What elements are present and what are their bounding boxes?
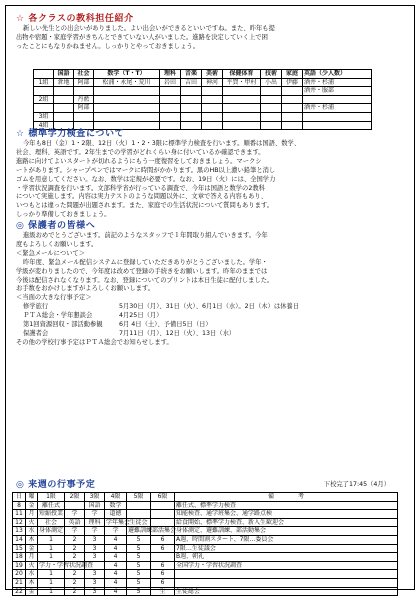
date-cell: 15 — [13, 544, 26, 553]
schedule-row — [13, 510, 398, 519]
teacher-header-cell: 保健体育 — [223, 70, 261, 79]
weekday-cell: 金 — [26, 501, 38, 510]
event-name: 第1回資源回収・部活動参観 — [23, 321, 103, 329]
teacher-cell — [74, 87, 94, 96]
teacher-cell — [160, 87, 181, 96]
schedule-header-cell: 曜 — [26, 493, 38, 502]
teacher-cell — [223, 87, 261, 96]
teacher-row — [34, 78, 372, 87]
schedule-header-cell: 3限 — [85, 493, 105, 502]
remarks-cell: A週、時間割スタート、7限…委員会 — [175, 535, 398, 544]
remarks-cell — [175, 570, 398, 579]
teacher-cell: 酒井・杉浦 — [303, 78, 372, 87]
period-cell: 部活集会 — [152, 527, 177, 535]
teacher-header-cell: 家庭 — [282, 70, 303, 79]
teacher-cell: 小出 — [261, 78, 282, 87]
period-cell: 4 — [105, 561, 127, 570]
period-cell: 4 — [105, 535, 127, 544]
period-cell: 2 — [65, 570, 85, 579]
period-cell: 数学 — [105, 501, 127, 510]
period-cell: 1 — [38, 578, 65, 587]
period-cell: 1 — [38, 553, 65, 562]
paragraph-line: しっかり準備しておきましょう。 — [16, 211, 111, 219]
date-cell: 8 — [13, 501, 26, 510]
period-cell: 社会 — [38, 518, 65, 527]
period-cell: 5 — [127, 544, 151, 553]
paragraph-line: 学級が変わりましたので、今年度は改めて登録の手続きをお願いします。昨年のままでは — [16, 267, 268, 275]
period-cell: 学 — [85, 527, 105, 536]
schedule-row — [13, 535, 398, 544]
teacher-cell — [261, 112, 282, 121]
period-cell: 3 — [85, 587, 105, 596]
paragraph-line: 進級おめでとうございます。前記のようなスタッフで１年間取り組んでいきます。今年 — [23, 232, 268, 239]
schedule-header-cell: 2限 — [65, 493, 85, 502]
schedule-header-cell: 4限 — [105, 493, 127, 502]
remarks-cell — [175, 578, 398, 587]
teacher-cell — [181, 95, 202, 104]
teacher-cell: 倉地 — [54, 78, 74, 87]
period-cell: 国語 — [85, 501, 105, 510]
paragraph-line: 新しい先生との出会いがありました。よい出会いができるといいですね。また、昨年も提 — [23, 25, 275, 32]
period-cell: 1 — [38, 570, 65, 579]
weekday-cell: 金 — [26, 544, 38, 553]
section-test — [16, 128, 408, 220]
remarks-cell: 離任式、標準学力検査 — [175, 501, 398, 510]
period-cell: 5 — [127, 535, 151, 544]
class-label: 3組 — [34, 112, 54, 121]
period-cell — [65, 501, 85, 510]
paragraph-line: 進路に向けてよいスタートが切れるようにもう一度復習をしておきましょう。マークシ — [16, 157, 262, 165]
period-cell: 1 — [38, 544, 65, 553]
date-cell: 12 — [13, 518, 26, 527]
schedule-row — [13, 544, 398, 553]
teacher-header-cell: 技術 — [261, 70, 282, 79]
teacher-cell — [282, 104, 303, 113]
teacher-cell — [202, 104, 223, 113]
teacher-cell — [282, 95, 303, 104]
period-cell: 3 — [85, 570, 105, 579]
teacher-cell — [202, 95, 223, 104]
teacher-cell — [223, 95, 261, 104]
teacher-cell — [160, 95, 181, 104]
weekday-cell: 火 — [26, 561, 38, 570]
paragraph-line: ートがあります。シャープペンではマークに時間がかかります。黒のHB以上濃い鉛筆と消し — [16, 166, 276, 174]
period-cell: 学 — [105, 527, 127, 536]
teacher-header-cell: 国語 — [54, 70, 74, 79]
weekday-cell: 水 — [26, 527, 38, 536]
teacher-cell: 阿部 — [74, 104, 94, 113]
schedule-row — [13, 570, 398, 579]
weekday-cell: 月 — [26, 510, 38, 519]
section-title-teachers: ☆ 各クラスの教科担任紹介 — [16, 14, 134, 24]
remarks-cell: 7限…生徒議会 — [175, 544, 398, 553]
teacher-cell — [261, 87, 282, 96]
section-title-test: ☆ 標準学力検査について — [16, 129, 125, 139]
period-cell: 短縮授業 — [39, 510, 64, 518]
paragraph-line: ・学習状況調査を行います。文部科学省が行っている調査で、今年は国語と数学の2教科 — [16, 184, 265, 192]
period-cell — [151, 501, 175, 510]
period-cell: 6 — [151, 544, 175, 553]
teacher-cell — [261, 104, 282, 113]
date-cell: 20 — [13, 570, 26, 579]
schedule-header-cell: 備 考 — [175, 493, 398, 502]
period-cell: 5 — [127, 587, 151, 596]
paragraph-line: 今後は配信されなくなります。なお、登録についてのプリントは本日生徒に配付しました。 — [16, 276, 274, 284]
period-cell: 学 — [85, 510, 105, 519]
period-cell — [151, 553, 175, 562]
schedule-header-cell: 1限 — [38, 493, 65, 502]
events-list — [16, 303, 408, 339]
teacher-cell: 伊藤 — [282, 78, 303, 87]
period-cell: 5 — [127, 561, 151, 570]
period-cell: 3 — [85, 535, 105, 544]
section-title-parents: ◎ 保護者の皆様へ — [16, 221, 96, 231]
period-cell: 2 — [65, 587, 85, 596]
teacher-cell — [94, 95, 160, 104]
teacher-cell: 吉田 — [181, 78, 202, 87]
event-row — [23, 303, 408, 312]
date-cell: 11 — [13, 510, 26, 519]
teacher-cell — [160, 104, 181, 113]
event-date: 7月11日（月）、12日（火）、13日（水） — [119, 329, 236, 337]
period-cell: 生徒会 — [127, 518, 151, 527]
teacher-header-cell: 社会 — [74, 70, 94, 79]
teacher-table — [33, 69, 372, 130]
paragraph-line: 今年も8日（金）1・2限、12日（火）1・2・3限に標準学力検査を行います。順番は国語、数学、 — [23, 140, 301, 147]
event-date: 5月30日（月）、31日（火）、6月1日（水）。2日（木）は休養日 — [119, 303, 300, 311]
date-cell: 14 — [13, 535, 26, 544]
period-cell — [127, 510, 151, 519]
schedule-header-row — [13, 493, 398, 502]
period-cell: 2 — [65, 553, 85, 562]
period-cell — [151, 518, 175, 527]
teacher-cell — [223, 112, 261, 121]
teacher-cell — [54, 104, 74, 113]
teacher-cell — [94, 104, 160, 113]
period-cell: 学 — [65, 510, 85, 519]
dismissal-note: 下校完了17:45（4月） — [323, 481, 390, 488]
schedule-row — [13, 527, 398, 536]
date-cell: 21 — [13, 578, 26, 587]
teacher-cell — [181, 112, 202, 121]
events-heading: ＜当面の大きな行事予定＞ — [16, 294, 92, 302]
period-cell: 学年集会 — [106, 518, 131, 526]
weekday-cell: 水 — [26, 570, 38, 579]
teacher-cell — [282, 87, 303, 96]
period-cell: 4 — [105, 587, 127, 596]
teacher-cell — [181, 104, 202, 113]
teacher-cell — [160, 112, 181, 121]
event-date: 6月 4日（土）、予備日5日（日） — [119, 321, 212, 329]
paragraph-line: 社会、理科、英語です。2年生までの学習がどれくらい身に付いているか確認できます。 — [16, 148, 265, 156]
schedule-row — [13, 561, 398, 570]
paragraph-line: 出物や宿題・家庭学習がきちんとできていない人がいました。進路を決定していく上で困 — [16, 33, 268, 41]
teacher-cell: 丹藍 — [74, 95, 94, 104]
section-parents — [16, 220, 408, 348]
class-label: 1組 — [34, 78, 54, 87]
teacher-cell — [303, 112, 372, 121]
period-cell: 避難訓練 — [128, 527, 153, 535]
period-cell: 6 — [151, 570, 175, 579]
period-cell: 2 — [65, 578, 85, 587]
event-row — [23, 312, 408, 321]
date-cell: 22 — [13, 587, 26, 596]
period-cell: 5 — [127, 578, 151, 587]
teacher-cell — [202, 87, 223, 96]
teacher-cell: 松浦・永尾・荒川 — [94, 78, 160, 87]
remarks-cell: 給食開始、標準学力検査、新入生歓迎会 — [175, 518, 398, 527]
section-schedule — [12, 479, 400, 596]
period-cell: 離任式 — [38, 501, 65, 510]
period-cell: 4 — [105, 578, 127, 587]
teacher-header-cell: 英語（少人数） — [303, 70, 372, 79]
period-cell: 1 — [38, 587, 65, 596]
period-cell: 3 — [85, 578, 105, 587]
section-teachers — [16, 13, 408, 52]
teacher-cell — [223, 104, 261, 113]
period-cell: 英語 — [65, 518, 85, 527]
period-cell: 4 — [105, 553, 127, 562]
teacher-header-row — [34, 70, 372, 79]
schedule-header-cell: 6限 — [151, 493, 175, 502]
schedule-header-cell: 5限 — [127, 493, 151, 502]
teacher-cell: 阿部 — [74, 78, 94, 87]
events-tail: その他の学校行事予定はＰＴＡ総会でお知らせします。 — [16, 338, 173, 346]
date-cell: 18 — [13, 553, 26, 562]
teacher-cell: 岩田 — [160, 78, 181, 87]
remarks-cell: B週、朝礼 — [175, 553, 398, 562]
paragraph-line: 度もよろしくお願いします。 — [16, 240, 98, 248]
teacher-cell — [94, 87, 160, 96]
period-cell: 4 — [105, 544, 127, 553]
period-cell: 6 — [151, 561, 175, 570]
teacher-row — [34, 104, 372, 113]
event-name: 保護者会 — [23, 329, 49, 337]
date-cell: 13 — [13, 527, 26, 536]
class-label — [34, 104, 54, 113]
teacher-header-cell: 音楽 — [181, 70, 202, 79]
schedule-row — [13, 553, 398, 562]
event-name: ＰＴＡ総会・学年懇談会 — [23, 312, 93, 320]
teacher-header-cell — [34, 70, 54, 79]
paragraph-line: ゴムを用意してください。なお、数学は定規が必要です。なお、19日（火）には、全国学力 — [16, 175, 276, 183]
teacher-cell — [54, 112, 74, 121]
paragraph-line: お手数をおかけしますがよろしくお願いします。 — [16, 285, 155, 293]
period-cell: 身体測定 — [39, 527, 64, 535]
event-date: 4月25日（月） — [119, 312, 163, 320]
period-cell: 5 — [127, 553, 151, 562]
teacher-header-cell: 数学（T・T） — [94, 70, 160, 79]
schedule-table — [12, 492, 398, 596]
schedule-row — [13, 518, 398, 527]
teacher-row — [34, 112, 372, 121]
remarks-cell: 知能検査、通学班集会、通学路点検 — [175, 510, 398, 519]
remarks-cell: 全国学力・学習状況調査 — [175, 561, 398, 570]
teacher-cell — [303, 95, 372, 104]
period-cell — [127, 501, 151, 510]
period-cell: 3 — [85, 544, 105, 553]
teacher-header-cell: 美術 — [202, 70, 223, 79]
period-cell: 5 — [127, 570, 151, 579]
paragraph-line: について実施します。内容は実力テストのような問題以外に、文章で答える内容もあり、 — [16, 193, 267, 201]
period-cell: 3 — [85, 553, 105, 562]
period-cell: 学力・学習状況調査 — [39, 561, 94, 569]
schedule-row — [13, 578, 398, 587]
period-cell: 6 — [151, 535, 175, 544]
period-cell: 生 — [151, 587, 175, 596]
class-label: 2組 — [34, 95, 54, 104]
period-cell: 6 — [151, 578, 175, 587]
remarks-cell: 生徒総会 — [175, 587, 398, 596]
teacher-cell: 酒井・杉浦 — [303, 104, 372, 113]
teacher-cell: 酒井・服部 — [303, 87, 372, 96]
teacher-cell: 神河 — [202, 78, 223, 87]
teacher-cell — [54, 95, 74, 104]
paragraph-line: 昨年度、緊急メール配信システムに登録していただきありがとうございました。学年・ — [23, 258, 268, 266]
teacher-cell — [261, 95, 282, 104]
teacher-row — [34, 87, 372, 96]
teacher-cell — [54, 87, 74, 96]
event-row — [23, 321, 408, 330]
period-cell: 理科 — [85, 518, 105, 527]
period-cell: 学 — [65, 527, 85, 536]
class-label: 4組 — [34, 121, 54, 130]
schedule-row — [13, 587, 398, 596]
period-cell: 道徳 — [105, 510, 127, 519]
teacher-header-cell: 理科 — [160, 70, 181, 79]
weekday-cell: 木 — [26, 535, 38, 544]
weekday-cell: 月 — [26, 553, 38, 562]
weekday-cell: 金 — [26, 587, 38, 596]
teacher-row — [34, 95, 372, 104]
period-cell: 1 — [38, 535, 65, 544]
date-cell: 19 — [13, 561, 26, 570]
schedule-row — [13, 501, 398, 510]
paragraph-line: ったことにもなりかねません。しっかりとやっておきましょう。 — [16, 42, 199, 50]
teacher-cell: 平賀・甲村 — [223, 78, 261, 87]
class-label — [34, 87, 54, 96]
teacher-cell — [181, 87, 202, 96]
mail-heading: ＜緊急メールについて＞ — [16, 249, 86, 257]
teacher-cell — [282, 112, 303, 121]
event-name: 修学旅行 — [23, 303, 49, 311]
period-cell: 4 — [105, 570, 127, 579]
teacher-cell — [94, 112, 160, 121]
schedule-header-cell: 日 — [13, 493, 26, 502]
period-cell: 2 — [65, 535, 85, 544]
period-cell: 2 — [65, 544, 85, 553]
paragraph-line: いつもとは違った問題が出題されます。また、家庭での生活状況について質問もあります。 — [16, 202, 274, 210]
weekday-cell: 火 — [26, 518, 38, 527]
weekday-cell: 木 — [26, 578, 38, 587]
period-cell — [151, 510, 175, 519]
section-title-schedule: ◎ 来週の行事予定 — [16, 480, 96, 490]
teacher-cell — [202, 112, 223, 121]
remarks-cell: 身体測定、避難訓練、部活動集会 — [175, 527, 398, 536]
teacher-cell — [74, 112, 94, 121]
event-row — [23, 330, 408, 339]
